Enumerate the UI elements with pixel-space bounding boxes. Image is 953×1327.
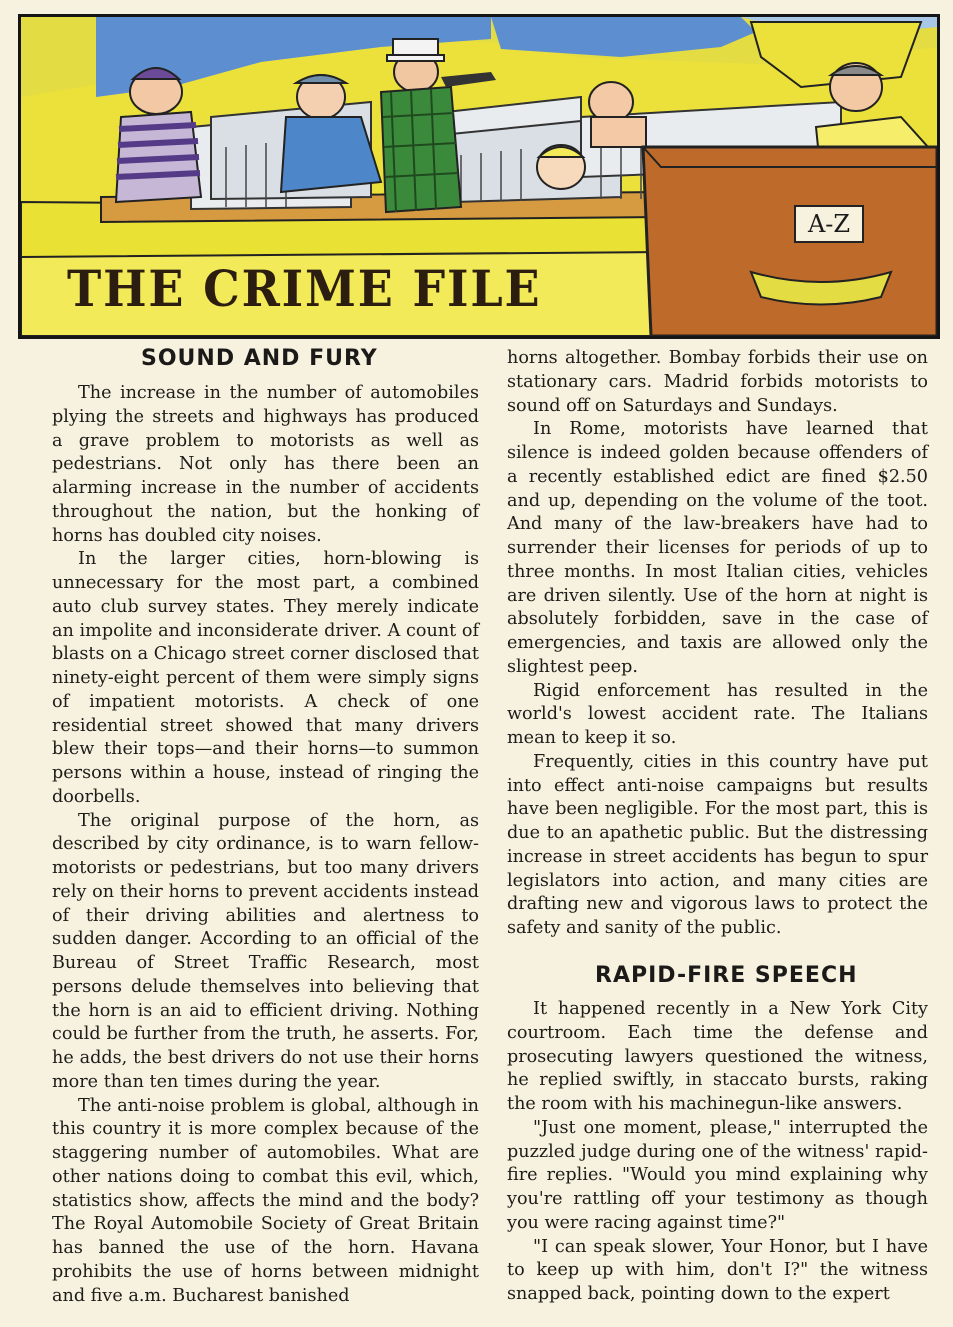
- cabinet-label: A-Z: [794, 205, 864, 243]
- article-heading-sound-and-fury: SOUND AND FURY: [141, 346, 378, 371]
- paragraph: It happened recently in a New York City courtroom. Each time the defense and prosecuting lawyers questioned the witness, he replied swiftly, in staccato bursts, raking the room with his machinegun-like answers.: [507, 999, 928, 1114]
- article-heading-rapid-fire-speech: RAPID-FIRE SPEECH: [595, 963, 858, 988]
- column-left: [52, 382, 479, 1308]
- paragraph: Frequently, cities in this country have put into effect anti-noise campaigns but results have been negligible. For the most part, this is due to an apathetic public. But the distressing increase in street accidents has begun to spur legislators into action, and many cities are drafting new and vigorous laws to protect the safety and sanity of the public.: [507, 751, 928, 938]
- paragraph: The original purpose of the horn, as described by city ordinance, is to warn fellow-motorists or pedestrians, but too many drivers rely on their horns to prevent accidents instead of their driving abilities and alertness to sudden danger. According to an official of the Bureau of Street Traffic Research, most persons delude themselves into believing that the horn is an aid to efficient driving. Nothing could be further from the truth, he asserts. For, he adds, the best drivers do not use their horns more than ten times during the year.: [52, 810, 479, 1092]
- paragraph: In Rome, motorists have learned that silence is indeed golden because offenders of a recently established edict are fined $2.50 and up, depending on the volume of the toot. And many of the law-breakers have had to surrender their licenses for periods of up to three months. In most Italian cities, vehicles are driven silently. Use of the horn at night is absolutely forbidden, save in the case of emergencies, and taxis are allowed only the slightest peep.: [507, 419, 928, 677]
- paragraph: Rigid enforcement has resulted in the world's lowest accident rate. The Italians mean to keep it so.: [507, 680, 928, 748]
- crime-file-banner: [18, 14, 940, 339]
- paragraph: "I can speak slower, Your Honor, but I have to keep up with him, don't I?" the witness snapped back, pointing down to the expert: [507, 1236, 928, 1304]
- column-right-lower: [507, 998, 928, 1307]
- paragraph: In the larger cities, horn-blowing is unnecessary for the most part, a combined auto club survey states. They merely indicate an impolite and inconsiderate driver. A count of blasts on a Chicago street corner disclosed that ninety-eight percent of them were simply signs of impatient motorists. A check of one residential street showed that many drivers blew their tops—and their horns—to summon persons within a house, instead of ringing the doorbells.: [52, 549, 479, 807]
- paragraph: The anti-noise problem is global, although in this country it is more complex because of the staggering number of automobiles. What are other nations doing to combat this evil, which, statistics show, affects the mind and the body? The Royal Automobile Society of Great Britain has banned the use of the horn. Havana prohibits the use of horns between midnight and five a.m. Bucharest banished: [52, 1095, 479, 1306]
- banner-title: THE CRIME FILE: [67, 259, 542, 318]
- column-right: [507, 347, 928, 941]
- paragraph: The increase in the number of automobiles plying the streets and highways has produced a grave problem to motorists as well as pedestrians. Not only has there been an alarming increase in the number of accidents throughout the nation, but the honking of horns has doubled city noises.: [52, 383, 479, 546]
- paragraph: horns altogether. Bombay forbids their use on stationary cars. Madrid forbids motorists to sound off on Saturdays and Sundays.: [507, 348, 928, 416]
- paragraph: "Just one moment, please," interrupted the puzzled judge during one of the witness' rapid-fire replies. "Would you mind explaining why you're rattling off your testimony as though you were racing against time?": [507, 1117, 928, 1233]
